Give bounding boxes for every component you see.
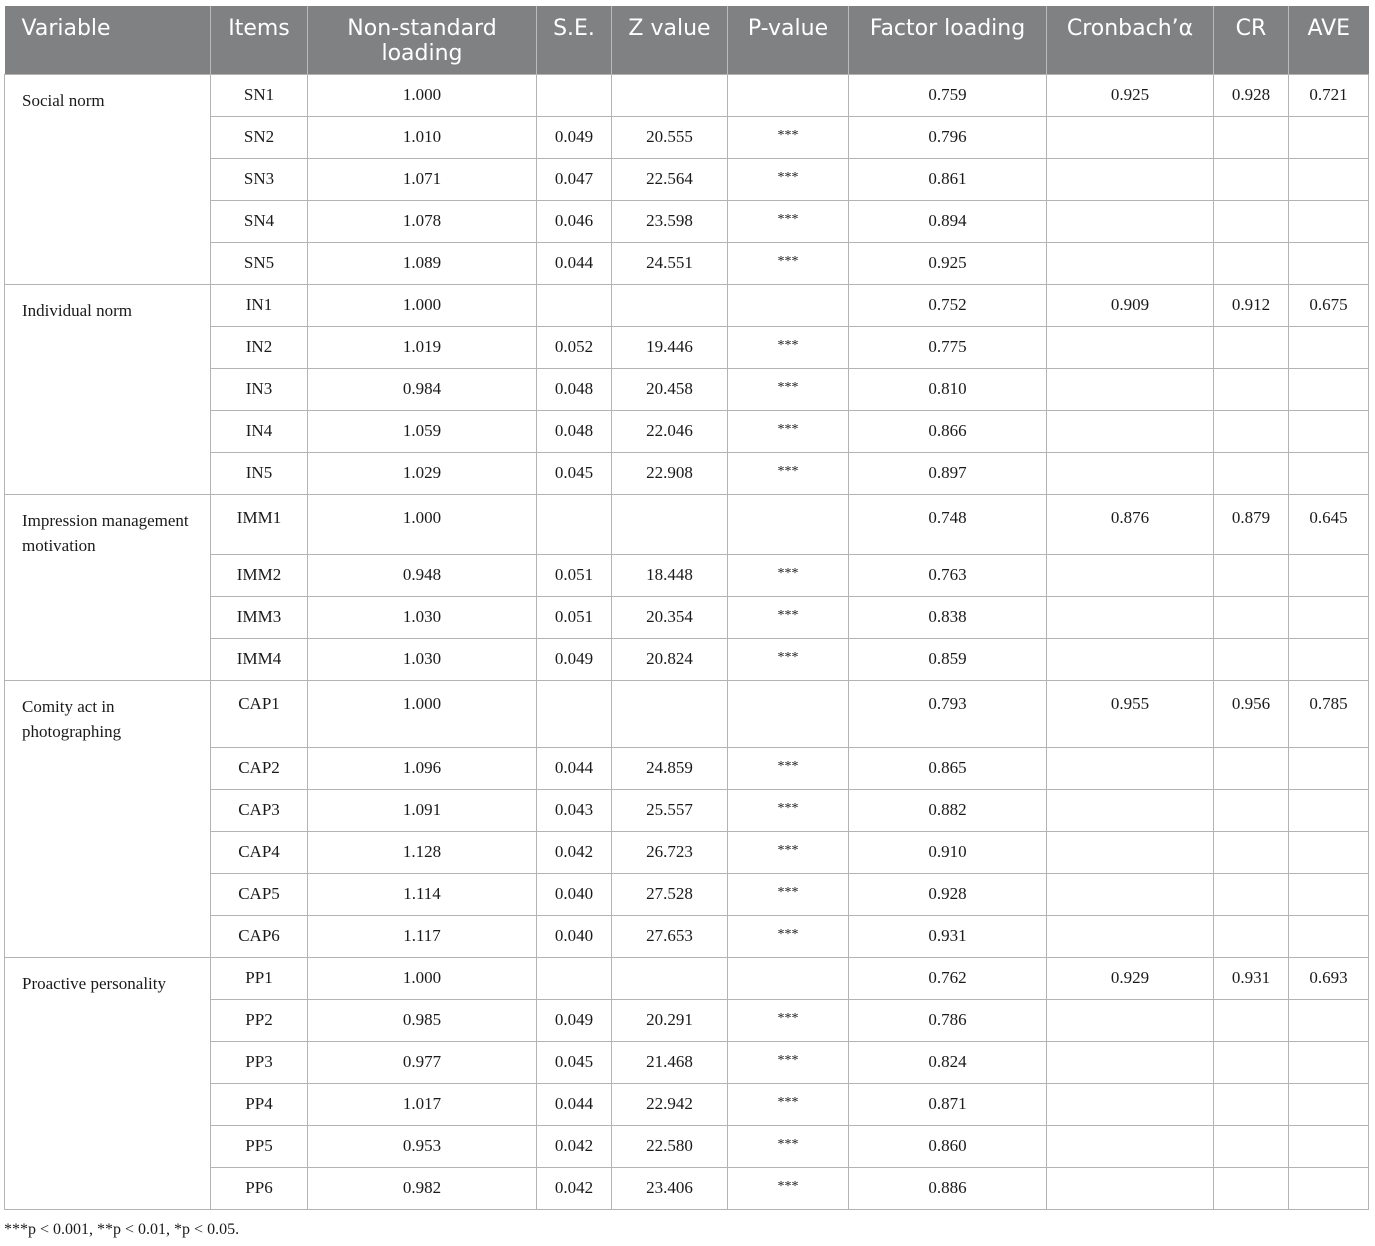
z-cell [612, 494, 728, 554]
p-cell [728, 326, 849, 368]
cronbach-cell [1047, 200, 1214, 242]
cronbach-cell [1047, 1041, 1214, 1083]
table-row [5, 957, 1369, 999]
z-cell: 20.354 [612, 596, 728, 638]
p-cell [728, 200, 849, 242]
p-cell [728, 915, 849, 957]
significance-stars: *** [777, 608, 799, 623]
p-cell [728, 999, 849, 1041]
cronbach-cell [1047, 368, 1214, 410]
significance-stars: *** [777, 1179, 799, 1194]
cr-cell [1214, 410, 1289, 452]
loading-cell: 1.128 [308, 831, 537, 873]
factor-cell: 0.763 [849, 554, 1047, 596]
item-cell: IMM1 [211, 494, 308, 554]
item-cell: CAP1 [211, 680, 308, 747]
se-cell: 0.048 [537, 410, 612, 452]
item-cell: SN5 [211, 242, 308, 284]
loading-cell: 1.000 [308, 680, 537, 747]
item-cell: CAP5 [211, 873, 308, 915]
loading-cell: 0.982 [308, 1167, 537, 1209]
loading-cell: 1.089 [308, 242, 537, 284]
loading-cell: 1.017 [308, 1083, 537, 1125]
loading-cell: 0.953 [308, 1125, 537, 1167]
factor-cell: 0.866 [849, 410, 1047, 452]
cr-cell: 0.931 [1214, 957, 1289, 999]
factor-cell: 0.824 [849, 1041, 1047, 1083]
cronbach-cell [1047, 789, 1214, 831]
se-cell: 0.045 [537, 452, 612, 494]
se-cell: 0.051 [537, 554, 612, 596]
factor-cell: 0.897 [849, 452, 1047, 494]
ave-cell: 0.693 [1289, 957, 1369, 999]
p-cell [728, 554, 849, 596]
p-cell [728, 494, 849, 554]
cr-cell [1214, 596, 1289, 638]
z-cell [612, 74, 728, 116]
se-cell: 0.042 [537, 1167, 612, 1209]
item-cell: IN4 [211, 410, 308, 452]
significance-stars: *** [777, 650, 799, 665]
se-cell [537, 74, 612, 116]
header-cr: CR [1214, 6, 1289, 74]
ave-cell: 0.785 [1289, 680, 1369, 747]
cronbach-cell [1047, 747, 1214, 789]
ave-cell [1289, 158, 1369, 200]
se-cell: 0.046 [537, 200, 612, 242]
z-cell: 24.859 [612, 747, 728, 789]
p-cell [728, 410, 849, 452]
factor-cell: 0.838 [849, 596, 1047, 638]
item-cell: PP4 [211, 1083, 308, 1125]
significance-stars: *** [777, 380, 799, 395]
item-cell: CAP3 [211, 789, 308, 831]
header-se: S.E. [537, 6, 612, 74]
cronbach-cell [1047, 452, 1214, 494]
p-cell [728, 680, 849, 747]
factor-cell: 0.759 [849, 74, 1047, 116]
p-cell [728, 116, 849, 158]
loading-cell: 1.071 [308, 158, 537, 200]
se-cell: 0.048 [537, 368, 612, 410]
loading-cell: 1.030 [308, 596, 537, 638]
p-cell [728, 1125, 849, 1167]
loading-cell: 1.059 [308, 410, 537, 452]
p-cell [728, 242, 849, 284]
ave-cell [1289, 116, 1369, 158]
loading-cell: 1.000 [308, 957, 537, 999]
cr-cell [1214, 326, 1289, 368]
cr-cell [1214, 368, 1289, 410]
item-cell: IMM3 [211, 596, 308, 638]
z-cell: 25.557 [612, 789, 728, 831]
p-cell [728, 452, 849, 494]
z-cell: 23.406 [612, 1167, 728, 1209]
item-cell: SN3 [211, 158, 308, 200]
ave-cell [1289, 410, 1369, 452]
item-cell: PP3 [211, 1041, 308, 1083]
se-cell: 0.049 [537, 116, 612, 158]
ave-cell [1289, 1167, 1369, 1209]
ave-cell [1289, 999, 1369, 1041]
table-row [5, 74, 1369, 116]
z-cell: 22.580 [612, 1125, 728, 1167]
p-cell [728, 74, 849, 116]
z-cell: 20.458 [612, 368, 728, 410]
z-cell: 20.555 [612, 116, 728, 158]
z-cell [612, 284, 728, 326]
ave-cell [1289, 1125, 1369, 1167]
se-cell: 0.047 [537, 158, 612, 200]
significance-stars: *** [777, 885, 799, 900]
loading-cell: 0.977 [308, 1041, 537, 1083]
cronbach-cell: 0.925 [1047, 74, 1214, 116]
item-cell: CAP4 [211, 831, 308, 873]
ave-cell [1289, 747, 1369, 789]
p-cell [728, 284, 849, 326]
se-cell [537, 494, 612, 554]
se-cell: 0.040 [537, 915, 612, 957]
factor-cell: 0.810 [849, 368, 1047, 410]
se-cell: 0.040 [537, 873, 612, 915]
cr-cell [1214, 915, 1289, 957]
loading-cell: 1.096 [308, 747, 537, 789]
z-cell: 21.468 [612, 1041, 728, 1083]
factor-cell: 0.859 [849, 638, 1047, 680]
significance-stars: *** [777, 566, 799, 581]
cronbach-cell [1047, 831, 1214, 873]
item-cell: IMM2 [211, 554, 308, 596]
cr-cell [1214, 789, 1289, 831]
factor-cell: 0.871 [849, 1083, 1047, 1125]
cr-cell: 0.928 [1214, 74, 1289, 116]
factor-cell: 0.886 [849, 1167, 1047, 1209]
cronbach-cell: 0.909 [1047, 284, 1214, 326]
item-cell: IN1 [211, 284, 308, 326]
z-cell: 23.598 [612, 200, 728, 242]
ave-cell [1289, 326, 1369, 368]
loading-cell: 1.029 [308, 452, 537, 494]
cr-cell [1214, 638, 1289, 680]
table-row [5, 284, 1369, 326]
p-cell [728, 158, 849, 200]
p-cell [728, 747, 849, 789]
significance-stars: *** [777, 927, 799, 942]
header-z-value: Z value [612, 6, 728, 74]
se-cell: 0.042 [537, 1125, 612, 1167]
ave-cell [1289, 789, 1369, 831]
cronbach-cell [1047, 638, 1214, 680]
cronbach-cell [1047, 554, 1214, 596]
loading-cell: 0.984 [308, 368, 537, 410]
z-cell: 22.564 [612, 158, 728, 200]
cr-cell [1214, 242, 1289, 284]
z-cell: 19.446 [612, 326, 728, 368]
cronbach-cell [1047, 596, 1214, 638]
loading-cell: 1.030 [308, 638, 537, 680]
item-cell: SN1 [211, 74, 308, 116]
variable-cell: Comity act in photographing [5, 680, 211, 957]
se-cell: 0.045 [537, 1041, 612, 1083]
p-cell [728, 638, 849, 680]
z-cell: 24.551 [612, 242, 728, 284]
table-row [5, 494, 1369, 554]
p-cell [728, 1167, 849, 1209]
footnote-text: ***p < 0.001, **p < 0.01, *p < 0.05. [4, 1221, 240, 1238]
ave-cell [1289, 831, 1369, 873]
significance-stars: *** [777, 1011, 799, 1026]
loading-cell: 1.019 [308, 326, 537, 368]
loading-cell: 0.985 [308, 999, 537, 1041]
cronbach-cell [1047, 999, 1214, 1041]
table-row [5, 680, 1369, 747]
p-cell [728, 596, 849, 638]
loading-cell: 1.000 [308, 494, 537, 554]
significance-stars: *** [777, 1053, 799, 1068]
z-cell: 27.653 [612, 915, 728, 957]
item-cell: PP6 [211, 1167, 308, 1209]
cr-cell [1214, 554, 1289, 596]
item-cell: CAP6 [211, 915, 308, 957]
cr-cell [1214, 200, 1289, 242]
p-cell [728, 789, 849, 831]
factor-cell: 0.882 [849, 789, 1047, 831]
cr-cell: 0.879 [1214, 494, 1289, 554]
ave-cell [1289, 873, 1369, 915]
ave-cell [1289, 1083, 1369, 1125]
factor-cell: 0.762 [849, 957, 1047, 999]
item-cell: IN5 [211, 452, 308, 494]
se-cell: 0.043 [537, 789, 612, 831]
z-cell: 22.908 [612, 452, 728, 494]
p-cell [728, 1041, 849, 1083]
z-cell: 26.723 [612, 831, 728, 873]
loading-cell: 1.091 [308, 789, 537, 831]
z-cell: 20.824 [612, 638, 728, 680]
factor-cell: 0.748 [849, 494, 1047, 554]
loading-cell: 1.000 [308, 74, 537, 116]
cronbach-cell [1047, 410, 1214, 452]
ave-cell [1289, 554, 1369, 596]
ave-cell: 0.675 [1289, 284, 1369, 326]
item-cell: PP2 [211, 999, 308, 1041]
item-cell: PP5 [211, 1125, 308, 1167]
cr-cell [1214, 116, 1289, 158]
variable-cell: Impression management motivation [5, 494, 211, 680]
item-cell: SN4 [211, 200, 308, 242]
header-variable: Variable [5, 6, 211, 74]
cronbach-cell: 0.929 [1047, 957, 1214, 999]
header-non-standard-loading: Non-standard loading [308, 6, 537, 74]
ave-cell [1289, 915, 1369, 957]
ave-cell [1289, 452, 1369, 494]
item-cell: IN3 [211, 368, 308, 410]
se-cell: 0.049 [537, 999, 612, 1041]
factor-cell: 0.786 [849, 999, 1047, 1041]
cr-cell [1214, 1125, 1289, 1167]
loading-cell: 1.000 [308, 284, 537, 326]
se-cell [537, 680, 612, 747]
cr-cell: 0.912 [1214, 284, 1289, 326]
cr-cell [1214, 452, 1289, 494]
se-cell: 0.051 [537, 596, 612, 638]
ave-cell: 0.721 [1289, 74, 1369, 116]
table-footnote [4, 1221, 239, 1239]
header-row [5, 6, 1369, 74]
cronbach-cell [1047, 873, 1214, 915]
z-cell: 22.046 [612, 410, 728, 452]
se-cell [537, 284, 612, 326]
se-cell: 0.052 [537, 326, 612, 368]
item-cell: PP1 [211, 957, 308, 999]
ave-cell: 0.645 [1289, 494, 1369, 554]
cr-cell [1214, 999, 1289, 1041]
se-cell: 0.049 [537, 638, 612, 680]
significance-stars: *** [777, 1095, 799, 1110]
p-cell [728, 368, 849, 410]
cronbach-cell [1047, 915, 1214, 957]
significance-stars: *** [777, 254, 799, 269]
factor-cell: 0.928 [849, 873, 1047, 915]
cr-cell [1214, 747, 1289, 789]
cr-cell [1214, 873, 1289, 915]
factor-cell: 0.925 [849, 242, 1047, 284]
z-cell [612, 957, 728, 999]
factor-cell: 0.931 [849, 915, 1047, 957]
cronbach-cell [1047, 1125, 1214, 1167]
header-ave: AVE [1289, 6, 1369, 74]
factor-cell: 0.793 [849, 680, 1047, 747]
cronbach-cell [1047, 242, 1214, 284]
loading-cell: 1.114 [308, 873, 537, 915]
z-cell: 18.448 [612, 554, 728, 596]
ave-cell [1289, 200, 1369, 242]
cronbach-cell [1047, 158, 1214, 200]
factor-cell: 0.865 [849, 747, 1047, 789]
loading-cell: 1.117 [308, 915, 537, 957]
variable-cell: Proactive personality [5, 957, 211, 1209]
ave-cell [1289, 638, 1369, 680]
significance-stars: *** [777, 843, 799, 858]
factor-cell: 0.910 [849, 831, 1047, 873]
cronbach-cell: 0.876 [1047, 494, 1214, 554]
loadings-table [4, 6, 1369, 1210]
ave-cell [1289, 1041, 1369, 1083]
cr-cell [1214, 1167, 1289, 1209]
ave-cell [1289, 242, 1369, 284]
z-cell: 27.528 [612, 873, 728, 915]
factor-cell: 0.796 [849, 116, 1047, 158]
factor-cell: 0.861 [849, 158, 1047, 200]
significance-stars: *** [777, 128, 799, 143]
header-items: Items [211, 6, 308, 74]
significance-stars: *** [777, 801, 799, 816]
significance-stars: *** [777, 422, 799, 437]
cr-cell [1214, 158, 1289, 200]
p-cell [728, 1083, 849, 1125]
variable-cell: Social norm [5, 74, 211, 284]
se-cell [537, 957, 612, 999]
ave-cell [1289, 596, 1369, 638]
significance-stars: *** [777, 170, 799, 185]
cronbach-cell [1047, 1167, 1214, 1209]
cr-cell [1214, 831, 1289, 873]
z-cell: 22.942 [612, 1083, 728, 1125]
p-cell [728, 873, 849, 915]
se-cell: 0.044 [537, 242, 612, 284]
p-cell [728, 831, 849, 873]
loading-cell: 0.948 [308, 554, 537, 596]
cronbach-cell [1047, 1083, 1214, 1125]
se-cell: 0.042 [537, 831, 612, 873]
significance-stars: *** [777, 759, 799, 774]
z-cell [612, 680, 728, 747]
item-cell: IMM4 [211, 638, 308, 680]
se-cell: 0.044 [537, 747, 612, 789]
significance-stars: *** [777, 1137, 799, 1152]
item-cell: IN2 [211, 326, 308, 368]
factor-cell: 0.775 [849, 326, 1047, 368]
cronbach-cell [1047, 326, 1214, 368]
p-cell [728, 957, 849, 999]
cr-cell: 0.956 [1214, 680, 1289, 747]
cronbach-cell [1047, 116, 1214, 158]
factor-cell: 0.860 [849, 1125, 1047, 1167]
loading-cell: 1.078 [308, 200, 537, 242]
loading-cell: 1.010 [308, 116, 537, 158]
significance-stars: *** [777, 212, 799, 227]
factor-cell: 0.894 [849, 200, 1047, 242]
cr-cell [1214, 1041, 1289, 1083]
factor-cell: 0.752 [849, 284, 1047, 326]
header-p-value: P-value [728, 6, 849, 74]
se-cell: 0.044 [537, 1083, 612, 1125]
cronbach-cell: 0.955 [1047, 680, 1214, 747]
variable-cell: Individual norm [5, 284, 211, 494]
significance-stars: *** [777, 464, 799, 479]
item-cell: CAP2 [211, 747, 308, 789]
cr-cell [1214, 1083, 1289, 1125]
header-cronbach-alpha: Cronbach’α [1047, 6, 1214, 74]
ave-cell [1289, 368, 1369, 410]
significance-stars: *** [777, 338, 799, 353]
z-cell: 20.291 [612, 999, 728, 1041]
item-cell: SN2 [211, 116, 308, 158]
header-factor-loading: Factor loading [849, 6, 1047, 74]
